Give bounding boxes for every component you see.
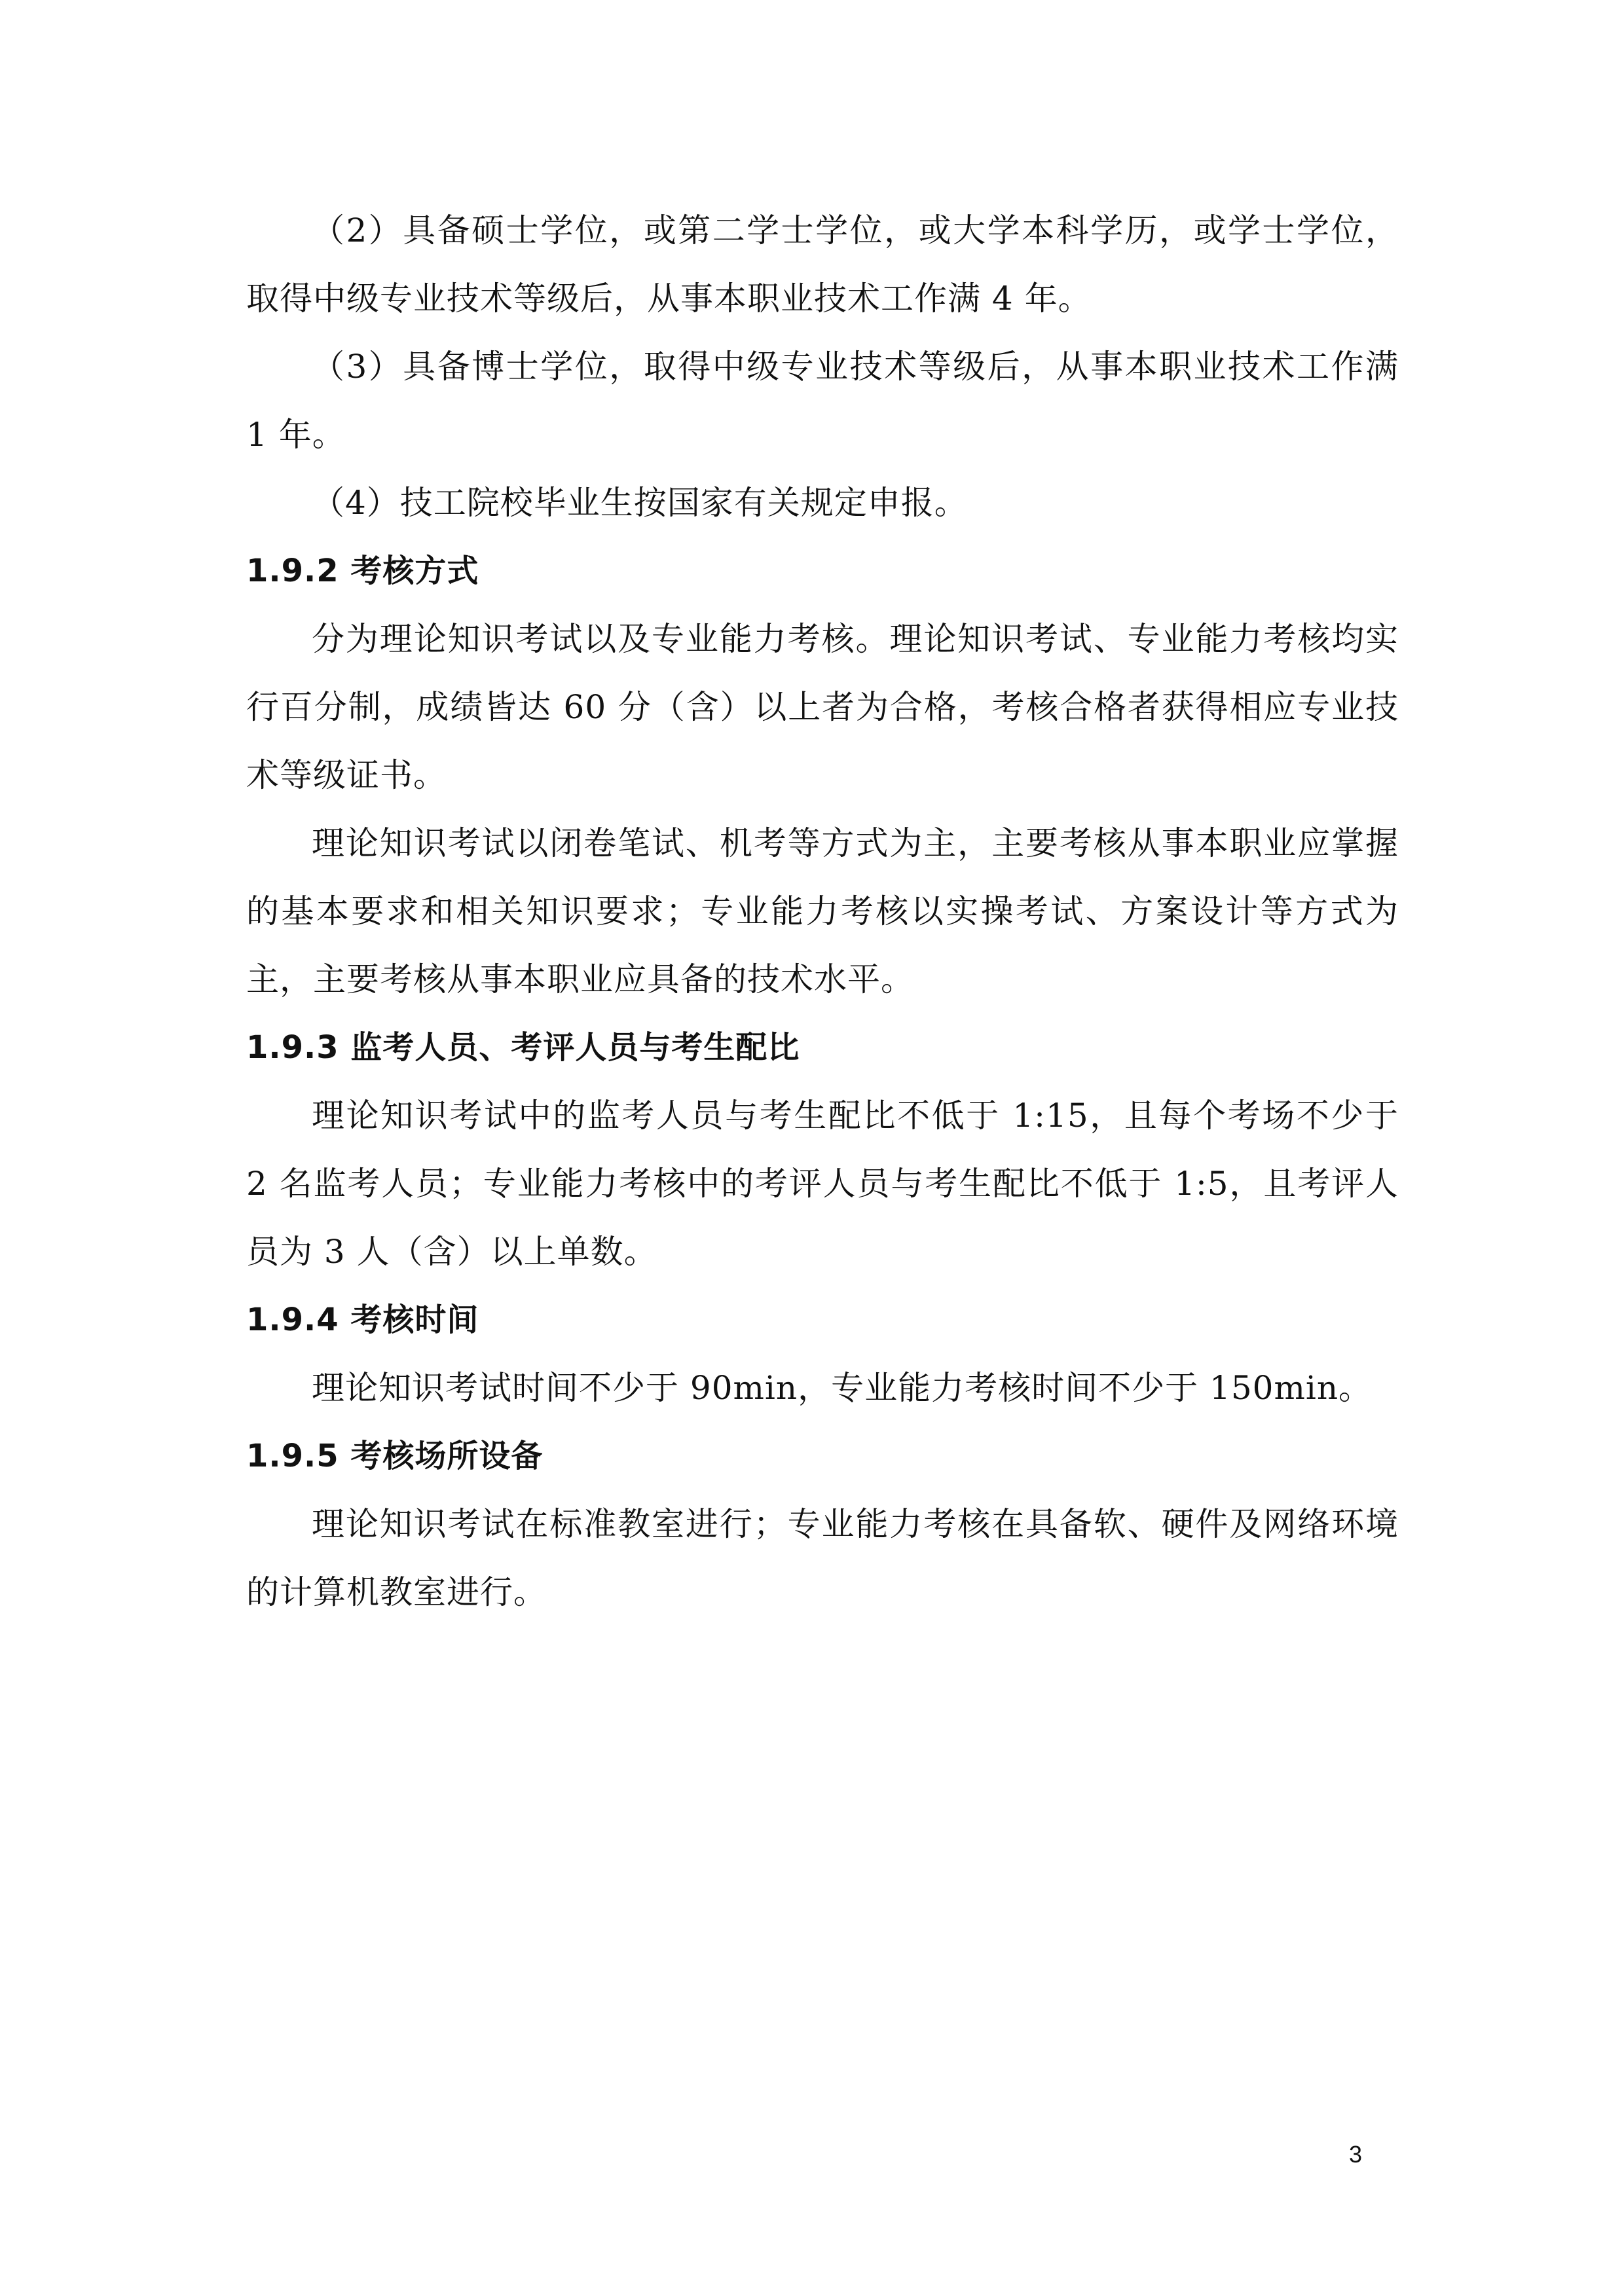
paragraph-proctor-ratio: 理论知识考试中的监考人员与考生配比不低于 1:15，且每个考场不少于 2 名监考人员；专业能力考核中的考评人员与考生配比不低于 1:5，且考评人员为 3 人（含）以上单数。: [246, 1097, 1399, 1271]
paragraph-exam-venue: 理论知识考试在标准教室进行；专业能力考核在具备软、硬件及网络环境的计算机教室进行。: [246, 1505, 1399, 1611]
paragraph-assessment-method: 分为理论知识考试以及专业能力考核。理论知识考试、专业能力考核均实行百分制，成绩皆达 60 分（含）以上者为合格，考核合格者获得相应专业技术等级证书。: [246, 620, 1399, 794]
page-content: [246, 196, 1399, 1626]
paragraph-condition-2: （2）具备硕士学位，或第二学士学位，或大学本科学历，或学士学位，取得中级专业技术等级后，从事本职业技术工作满 4 年。: [246, 211, 1399, 318]
paragraph-exam-format: 理论知识考试以闭卷笔试、机考等方式为主，主要考核从事本职业应掌握的基本要求和相关知识要求；专业能力考核以实操考试、方案设计等方式为主，主要考核从事本职业应具备的技术水平。: [246, 824, 1399, 998]
heading-1-9-4: 1.9.4 考核时间: [246, 1302, 479, 1338]
paragraph-condition-4: （4）技工院校毕业生按国家有关规定申报。: [312, 484, 968, 522]
heading-1-9-5: 1.9.5 考核场所设备: [246, 1438, 544, 1474]
heading-1-9-3: 1.9.3 监考人员、考评人员与考生配比: [246, 1029, 800, 1066]
paragraph-condition-3: （3）具备博士学位，取得中级专业技术等级后，从事本职业技术工作满 1 年。: [246, 348, 1399, 454]
paragraph-exam-time: 理论知识考试时间不少于 90min，专业能力考核时间不少于 150min。: [312, 1369, 1373, 1407]
heading-1-9-2: 1.9.2 考核方式: [246, 553, 479, 589]
page-number: 3: [1349, 2141, 1363, 2168]
